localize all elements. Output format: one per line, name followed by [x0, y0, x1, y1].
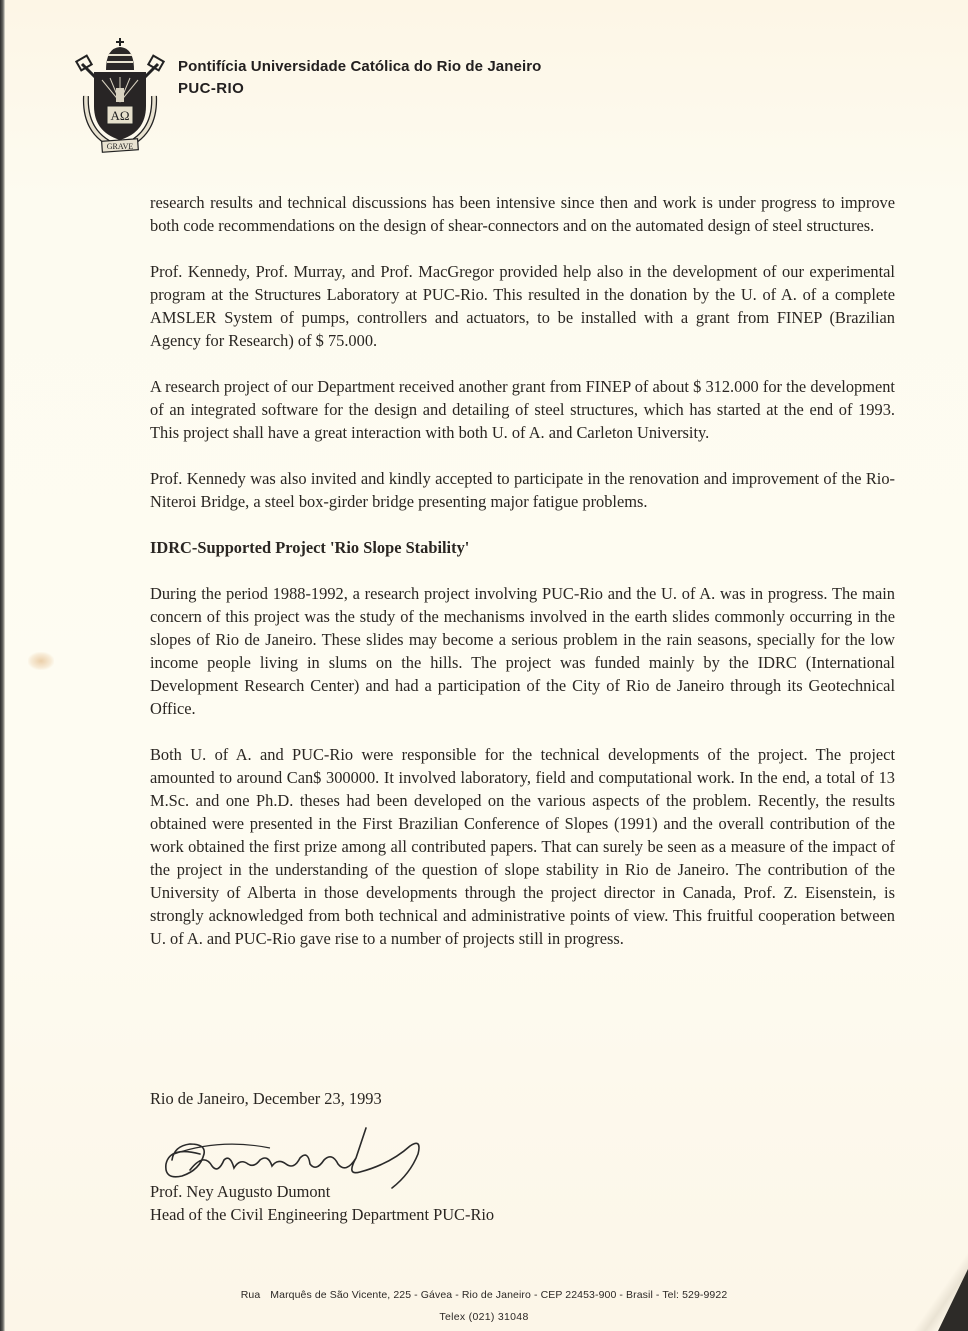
body-paragraph: research results and technical discussions has been intensive since then and work is under progress to improve both code recommendations on the design of shear-connectors and on the automated design of steel structures.: [150, 193, 895, 235]
section-heading: IDRC-Supported Project 'Rio Slope Stability': [150, 538, 470, 557]
section-paragraph: Both U. of A. and PUC-Rio were responsible for the technical developments of the project. The project amounted to around Can$ 300000. It involved laboratory, field and computational work. In the end, a total of 13 M.Sc. and one Ph.D. theses had been developed on the various aspects of the problem. Recently, the results obtained were presented in the First Brazilian Conference of Slopes (1991) and the overall contribution of the work obtained the first prize among all contributed papers. That can surely be seen as a measure of the impact of the project in the understanding of the question of slope stability in Rio de Janeiro. The contribution of the University of Alberta in those developments through the project director in Canada, Prof. Z. Eisenstein, is strongly acknowledged from both technical and administrative points of view. This fruitful cooperation between U. of A. and PUC-Rio gave rise to a number of projects still in progress.: [150, 745, 895, 948]
place-date: Rio de Janeiro, December 23, 1993: [150, 1089, 382, 1108]
institution-acronym: PUC-RIO: [178, 80, 245, 97]
body-paragraph: Prof. Kennedy, Prof. Murray, and Prof. MacGregor provided help also in the development of our experimental program at the Structures Laboratory at PUC-Rio. This resulted in the donation by the U. of A. of a complete AMSLER System of pumps, controllers and actuators, to be installed with a grant from FINEP (Brazilian Agency for Research) of $ 75.000.: [150, 262, 895, 350]
body-paragraph: A research project of our Department received another grant from FINEP of about $ 312.000 for the development of an integrated software for the design and detailing of steel structures, which has started at the end of 1993. This project shall have a great interaction with both U. of A. and Carleton University.: [150, 377, 895, 442]
letter-body: [150, 191, 895, 973]
crest-emblem: AΩ: [110, 108, 130, 123]
body-paragraph: Prof. Kennedy was also invited and kindly accepted to participate in the renovation and improvement of the Rio-Niteroi Bridge, a steel box-girder bridge presenting major fatigue problems.: [150, 469, 895, 511]
paper-stain: [28, 652, 54, 670]
signer-name: Prof. Ney Augusto Dumont: [150, 1182, 331, 1201]
footer-telex: Telex (021) 31048: [439, 1311, 529, 1323]
university-coat-of-arms-icon: [72, 36, 168, 154]
footer-address-text: Marquês de São Vicente, 225 - Gávea - Rio de Janeiro - CEP 22453-900 - Brasil - Tel: 529-9922: [270, 1289, 728, 1301]
crest-inscription: GRAVE: [106, 142, 134, 151]
section-paragraph: During the period 1988-1992, a research project involving PUC-Rio and the U. of A. was in progress. The main concern of this project was the study of the mechanisms involved in the earth slides commonly occurring in the slopes of Rio de Janeiro. These slides may become a serious problem in the rain seasons, specially for the low income people living in slums on the hills. The project was funded mainly by the IDRC (International Development Research Center) and had a participation of the City of Rio de Janeiro through its Geotechnical Office.: [150, 584, 895, 718]
signer-block: [150, 1180, 494, 1226]
footer-address: [0, 1289, 968, 1301]
signer-title: Head of the Civil Engineering Department PUC-Rio: [150, 1205, 495, 1224]
institution-name: Pontifícia Universidade Católica do Rio de Janeiro: [178, 58, 542, 75]
scan-edge: [0, 0, 5, 1331]
footer-street-label: Rua: [240, 1289, 261, 1301]
